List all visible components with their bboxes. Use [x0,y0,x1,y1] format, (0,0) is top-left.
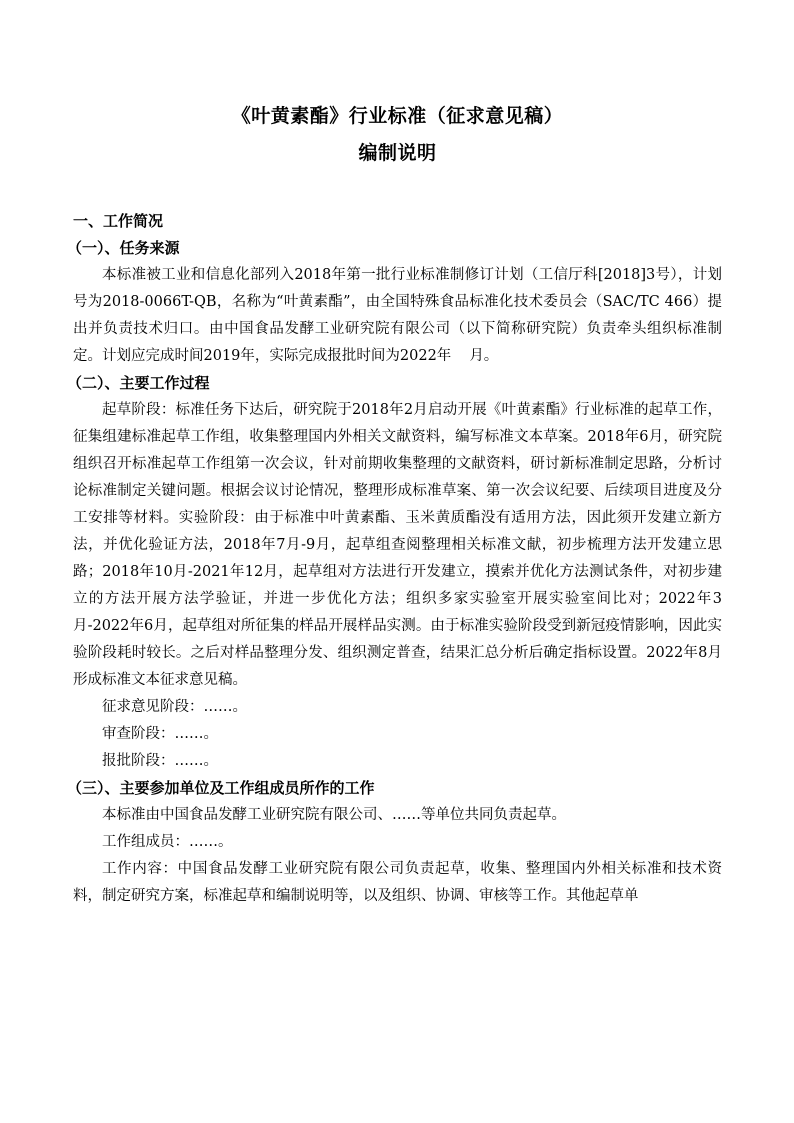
paragraph-work-content: 工作内容：中国食品发酵工业研究院有限公司负责起草，收集、整理国内外相关标准和技术资料，制定研究方案，标准起草和编制说明等，以及组织、协调、审核等工作。其他起草单 [73,861,722,904]
paragraph-review-stage: 审查阶段：……。 [102,726,218,742]
paragraph-working-group-members: 工作组成员：……。 [102,834,233,850]
paragraph-task-source-text: 本标准被工业和信息化部列入2018年第一批行业标准制修订计划（工信厅科[2018]3号），计划号为2018-0066T-QB，名称为“叶黄素酯”，由全国特殊食品标准化技术委员会（SAC/TC 466）提出并负责技术归口。由中国食品发酵工业研究院有限公司（以下简称研究院）负责牵头组织标准制定。计划应完成时间2019年，实际完成报批时间为2022年 [73,267,722,364]
paragraph-task-source-end: 月。 [469,348,499,364]
document-subtitle: 编制说明 [358,142,437,164]
paragraph-task-source [73,262,722,370]
document-title: 《叶黄素酯》行业标准（征求意见稿） [231,105,564,127]
paragraph-comment-stage: 征求意见阶段：……。 [102,699,247,715]
paragraph-drafting-units: 本标准由中国食品发酵工业研究院有限公司、……等单位共同负责起草。 [102,807,566,823]
paragraph-approval-stage: 报批阶段：……。 [102,753,218,769]
subheading-work-process: （二）、主要工作过程 [67,374,210,392]
subheading-participants: （三）、主要参加单位及工作组成员所作的工作 [67,779,375,797]
section-heading-work-overview: 一、工作简况 [73,212,164,230]
paragraph-drafting-stage: 起草阶段：标准任务下达后，研究院于2018年2月启动开展《叶黄素酯》行业标准的起草工作，征集组建标准起草工作组，收集整理国内外相关文献资料，编写标准文本草案。2018年6月，研究院组织召开标准起草工作组第一次会议，针对前期收集整理的文献资料，研讨新标准制定思路，分析讨论标准制定关键问题。根据会议讨论情况，整理形成标准草案、第一次会议纪要、后续项目进度及分工安排等材料。实验阶段：由于标准中叶黄素酯、玉米黄质酯没有适用方法，因此须开发建立新方法，并优化验证方法，2018年7月-9月，起草组查阅整理相关标准文献，初步梳理方法开发建立思路；2018年10月-2021年12月，起草组对方法进行开发建立，摸索并优化方法测试条件，对初步建立的方法开展方法学验证，并进一步优化方法；组织多家实验室开展实验室间比对；2022年3月-2022年6月，起草组对所征集的样品开展样品实测。由于标准实验阶段受到新冠疫情影响，因此实验阶段耗时较长。之后对样品整理分发、组织测定普查，结果汇总分析后确定指标设置。2022年8月形成标准文本征求意见稿。 [73,402,722,688]
subheading-task-source: （一）、任务来源 [67,239,180,257]
